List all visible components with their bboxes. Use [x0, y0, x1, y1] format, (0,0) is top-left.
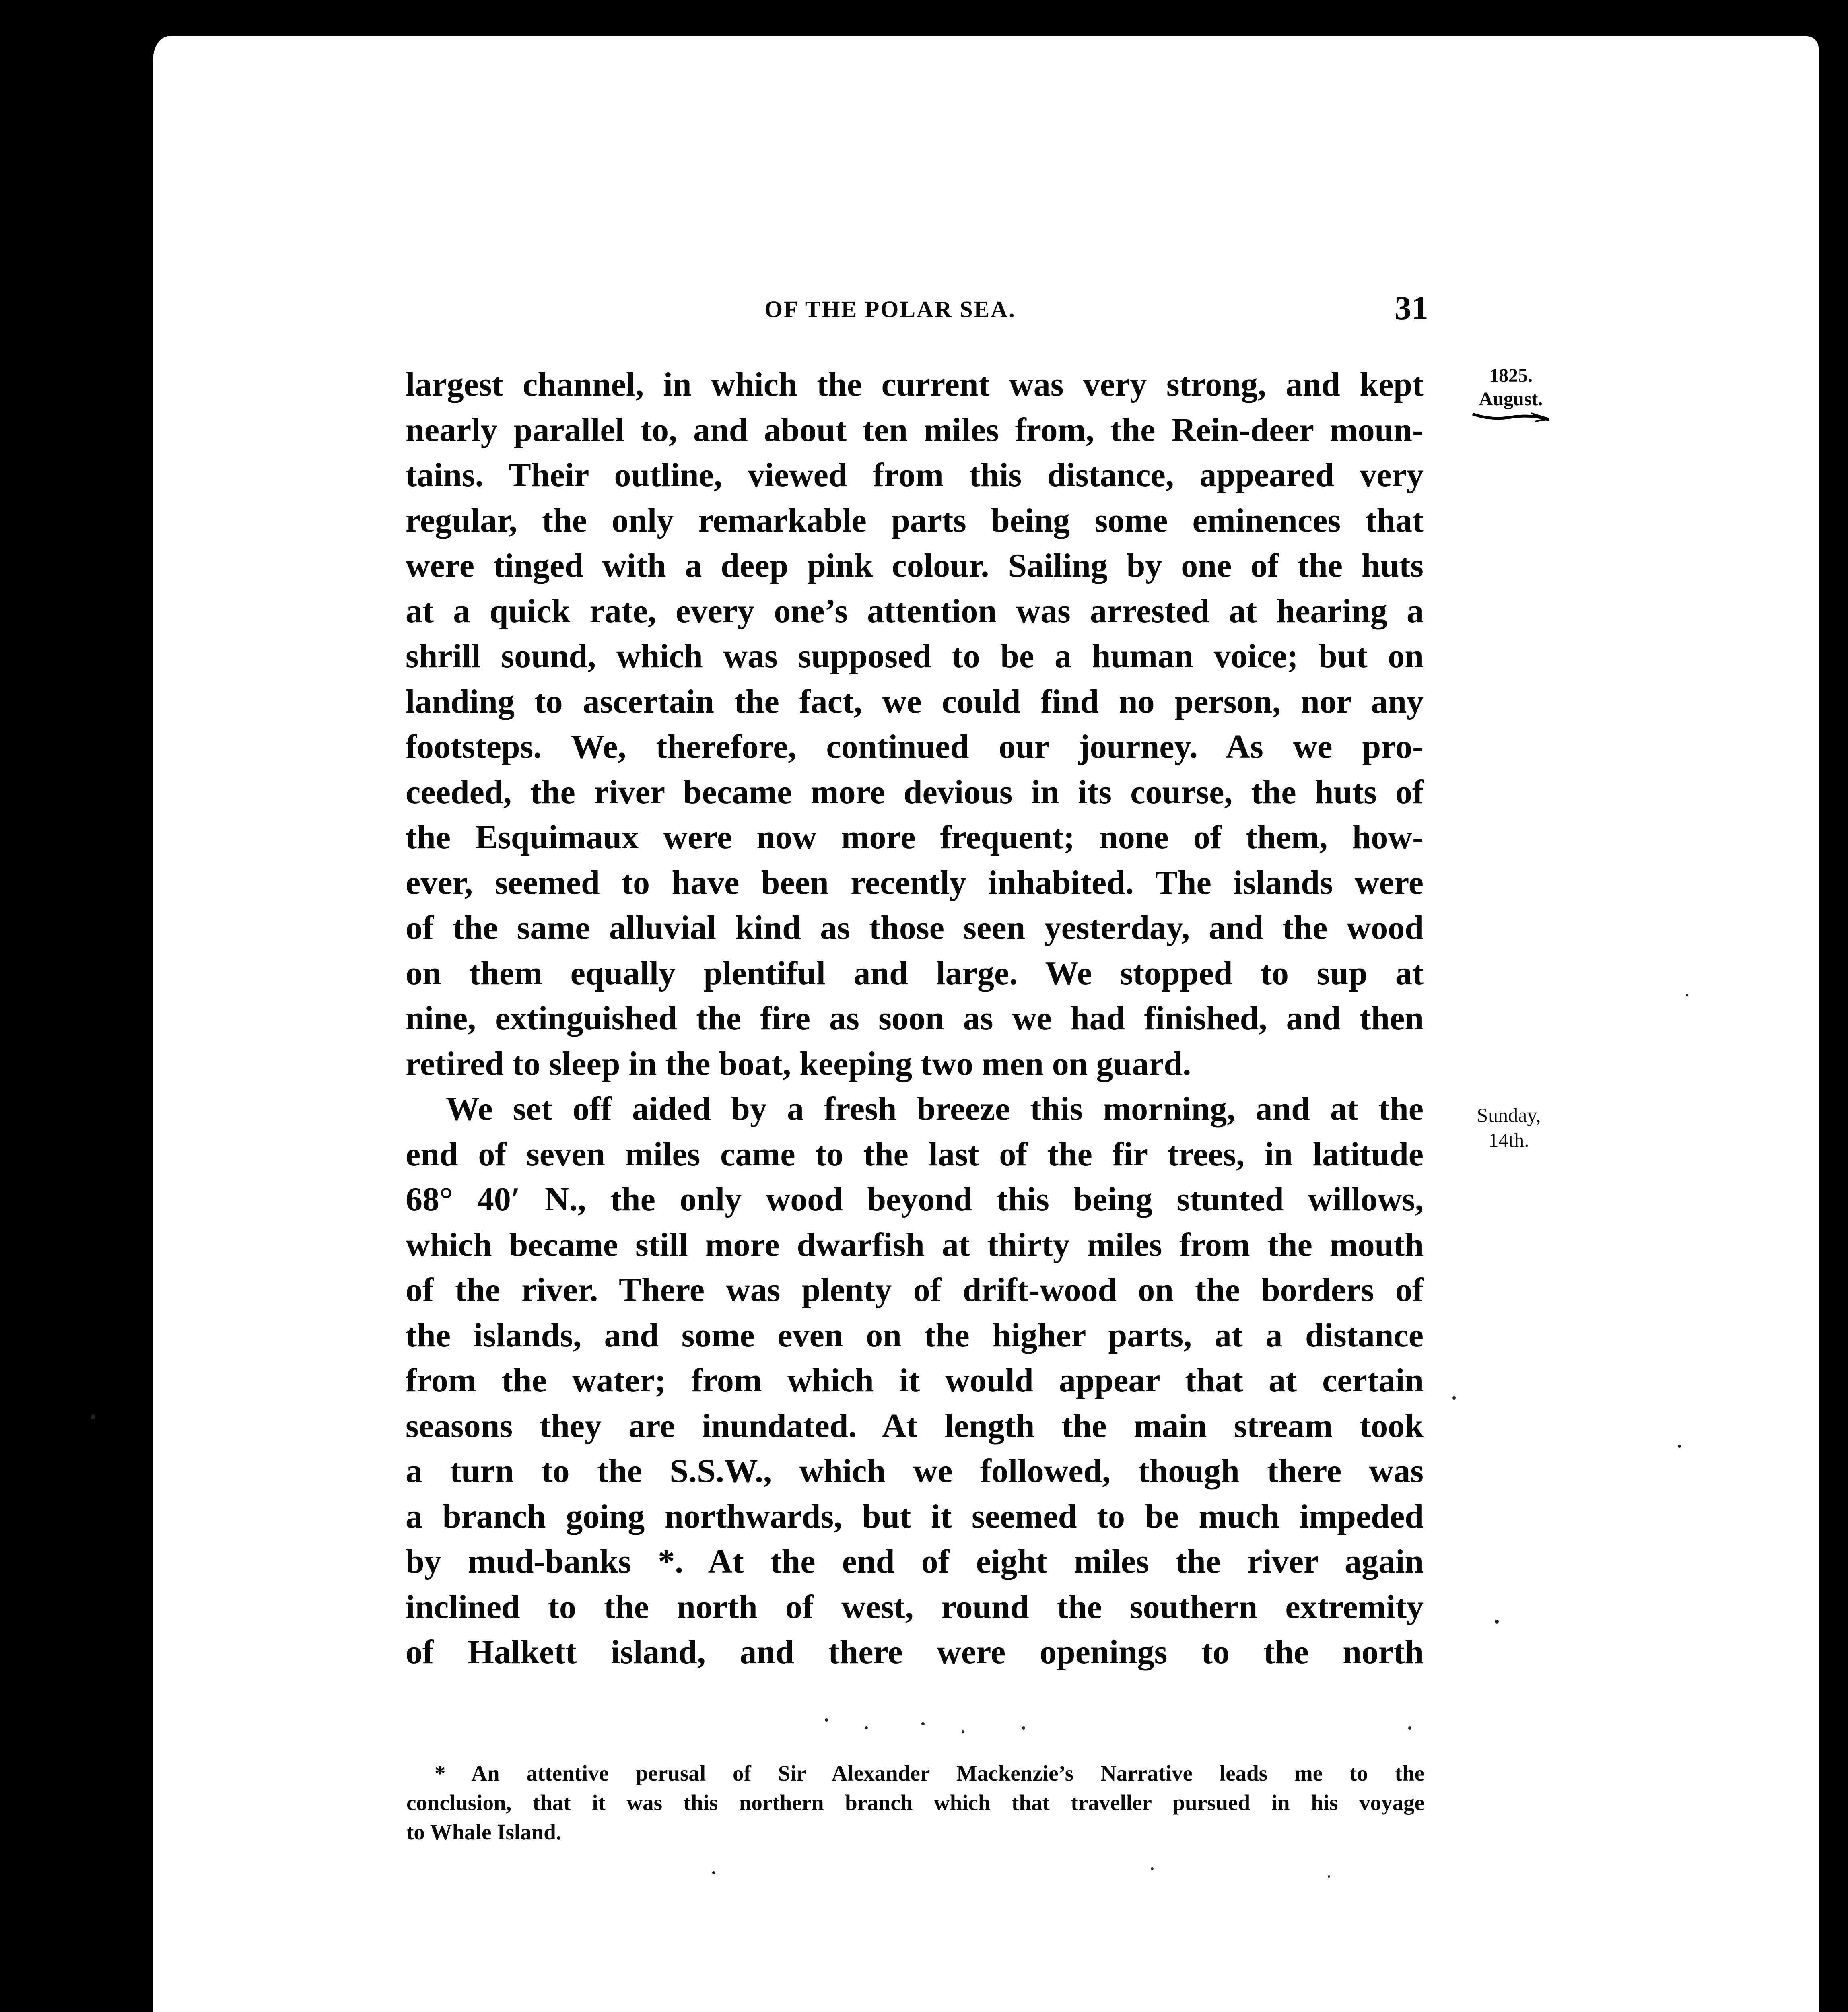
footnote-line: to Whale Island. — [406, 1820, 562, 1844]
running-title: OF THE POLAR SEA. — [764, 296, 1016, 322]
text-line: end of seven miles came to the last of the fir trees, in latitude — [406, 1135, 1424, 1173]
brace-icon — [1471, 411, 1551, 423]
text-line: were tinged with a deep pink colour. Sailing by one of the huts — [406, 547, 1424, 584]
text-line: seasons they are inundated. At length the main stream took — [406, 1407, 1424, 1445]
page-number: 31 — [1395, 289, 1428, 327]
text-line: shrill sound, which was supposed to be a human voice; but on — [406, 637, 1424, 675]
footnote — [406, 1758, 1424, 1847]
margin-year: 1825. — [1489, 365, 1533, 386]
text-line: on them equally plentiful and large. We stopped to sup at — [406, 954, 1424, 992]
margin-note-date — [1467, 364, 1555, 423]
text-line: the Esquimaux were now more frequent; none of them, how- — [406, 818, 1424, 856]
body-text — [406, 362, 1424, 1675]
text-line: a branch going northwards, but it seemed to be much impeded — [406, 1497, 1424, 1535]
text-line: footsteps. We, therefore, continued our journey. As we pro- — [406, 728, 1424, 765]
text-line: at a quick rate, every one’s attention was arrested at hearing a — [406, 592, 1424, 630]
text-line: retired to sleep in the boat, keeping two men on guard. — [406, 1045, 1191, 1082]
margin-day-date: 14th. — [1488, 1129, 1529, 1151]
text-line: of Halkett island, and there were openings to the north — [406, 1633, 1424, 1671]
text-line: tains. Their outline, viewed from this distance, appeared very — [406, 456, 1424, 494]
text-line: of the same alluvial kind as those seen yesterday, and the wood — [406, 909, 1424, 946]
text-line: ever, seemed to have been recently inhabited. The islands were — [406, 864, 1424, 901]
text-line: of the river. There was plenty of drift-wood on the borders of — [406, 1271, 1424, 1309]
text-line: the islands, and some even on the higher parts, at a distance — [406, 1316, 1424, 1354]
text-line: largest channel, in which the current was very strong, and kept — [406, 366, 1424, 403]
text-line: a turn to the S.S.W., which we followed, though there was — [406, 1452, 1424, 1490]
text-line: regular, the only remarkable parts being some eminences that — [406, 501, 1424, 539]
footnote-line: * An attentive perusal of Sir Alexander Mackenzie’s Narrative leads me to the — [435, 1761, 1424, 1785]
footnote-line: conclusion, that it was this northern branch which that traveller pursued in his voyage — [406, 1790, 1424, 1815]
text-line: inclined to the north of west, round the southern extremity — [406, 1588, 1424, 1626]
text-line: nearly parallel to, and about ten miles from, the Rein-deer moun- — [406, 411, 1424, 449]
text-line: which became still more dwarfish at thirty miles from the mouth — [406, 1226, 1424, 1264]
margin-note-sunday — [1457, 1103, 1561, 1152]
text-line: landing to ascertain the fact, we could find no person, nor any — [406, 682, 1424, 720]
running-head — [402, 289, 1428, 328]
margin-day-name: Sunday, — [1477, 1104, 1541, 1126]
text-line: ceeded, the river became more devious in its course, the huts of — [406, 773, 1424, 811]
text-line: by mud-banks *. At the end of eight miles the river again — [406, 1543, 1424, 1580]
text-line: from the water; from which it would appear that at certain — [406, 1362, 1424, 1399]
text-line: We set off aided by a fresh breeze this morning, and at the — [446, 1090, 1424, 1128]
margin-month: August. — [1479, 388, 1543, 410]
text-line: nine, extinguished the fire as soon as we had finished, and then — [406, 1000, 1424, 1037]
text-line: 68° 40′ N., the only wood beyond this being stunted willows, — [406, 1181, 1424, 1218]
